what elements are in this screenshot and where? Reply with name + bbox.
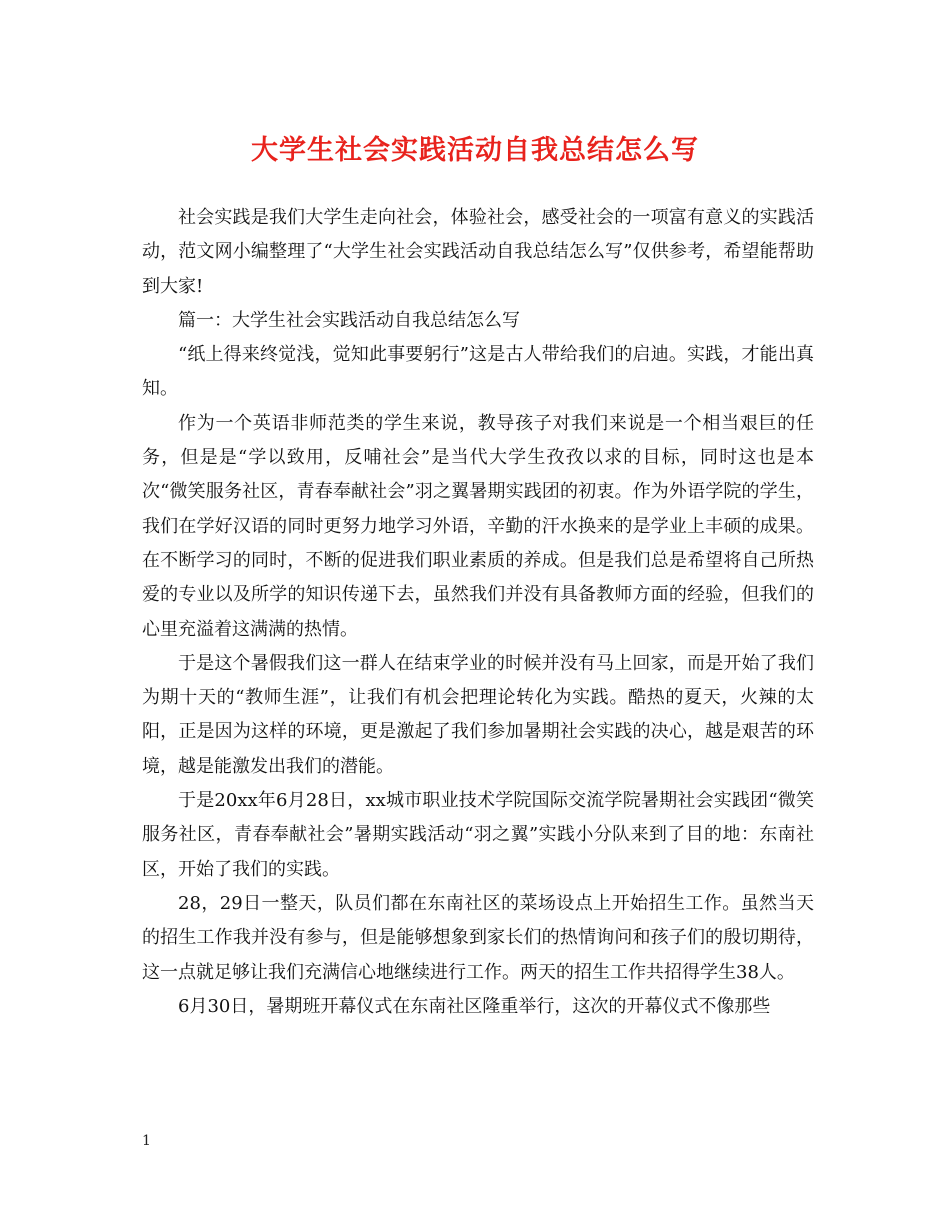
document-title: 大学生社会实践活动自我总结怎么写 bbox=[251, 135, 699, 166]
paragraph-section-heading: 篇一：大学生社会实践活动自我总结怎么写 bbox=[178, 309, 520, 331]
paragraph-summer: 于是这个暑假我们这一群人在结束学业的时候并没有马上回家，而是开始了我们为期十天的“教师生涯”，让我们有机会把理论转化为实践。酷热的夏天，火辣的太阳，正是因为这样的环境，更是激起了我们参加暑期社会实践的决心，越是艰苦的环境，越是能激发出我们的潜能。 bbox=[142, 652, 814, 777]
document-body bbox=[142, 201, 814, 1024]
paragraph-english-student: 作为一个英语非师范类的学生来说，教导孩子对我们来说是一个相当艰巨的任务，但是是“学以致用，反哺社会”是当代大学生孜孜以求的目标，同时这也是本次“微笑服务社区，青春奉献社会”羽之翼暑期实践团的初衷。作为外语学院的学生，我们在学好汉语的同时更努力地学习外语，辛勤的汗水换来的是学业上丰硕的成果。在不断学习的同时，不断的促进我们职业素质的养成。但是我们总是希望将自己所热爱的专业以及所学的知识传递下去，虽然我们并没有具备教师方面的经验，但我们的心里充溢着这满满的热情。 bbox=[142, 412, 814, 640]
paragraph-june-28: 于是20xx年6月28日，xx城市职业技术学院国际交流学院暑期社会实践团“微笑服务社区，青春奉献社会”暑期实践活动“羽之翼”实践小分队来到了目的地：东南社区，开始了我们的实践。 bbox=[142, 790, 814, 880]
paragraph-intro: 社会实践是我们大学生走向社会，体验社会，感受社会的一项富有意义的实践活动，范文网小编整理了“大学生社会实践活动自我总结怎么写”仅供参考，希望能帮助到大家! bbox=[142, 207, 814, 297]
paragraph-enrollment: 28，29日一整天，队员们都在东南社区的菜场设点上开始招生工作。虽然当天的招生工作我并没有参与，但是能够想象到家长们的热情询问和孩子们的殷切期待，这一点就足够让我们充满信心地继续进行工作。两天的招生工作共招得学生38人。 bbox=[142, 892, 814, 983]
paragraph-june-30: 6月30日，暑期班开幕仪式在东南社区隆重举行，这次的开幕仪式不像那些 bbox=[178, 995, 771, 1017]
page-number: 1 bbox=[142, 1133, 151, 1149]
paragraph-quote: “纸上得来终觉浅，觉知此事要躬行”这是古人带给我们的启迪。实践，才能出真知。 bbox=[142, 344, 814, 400]
